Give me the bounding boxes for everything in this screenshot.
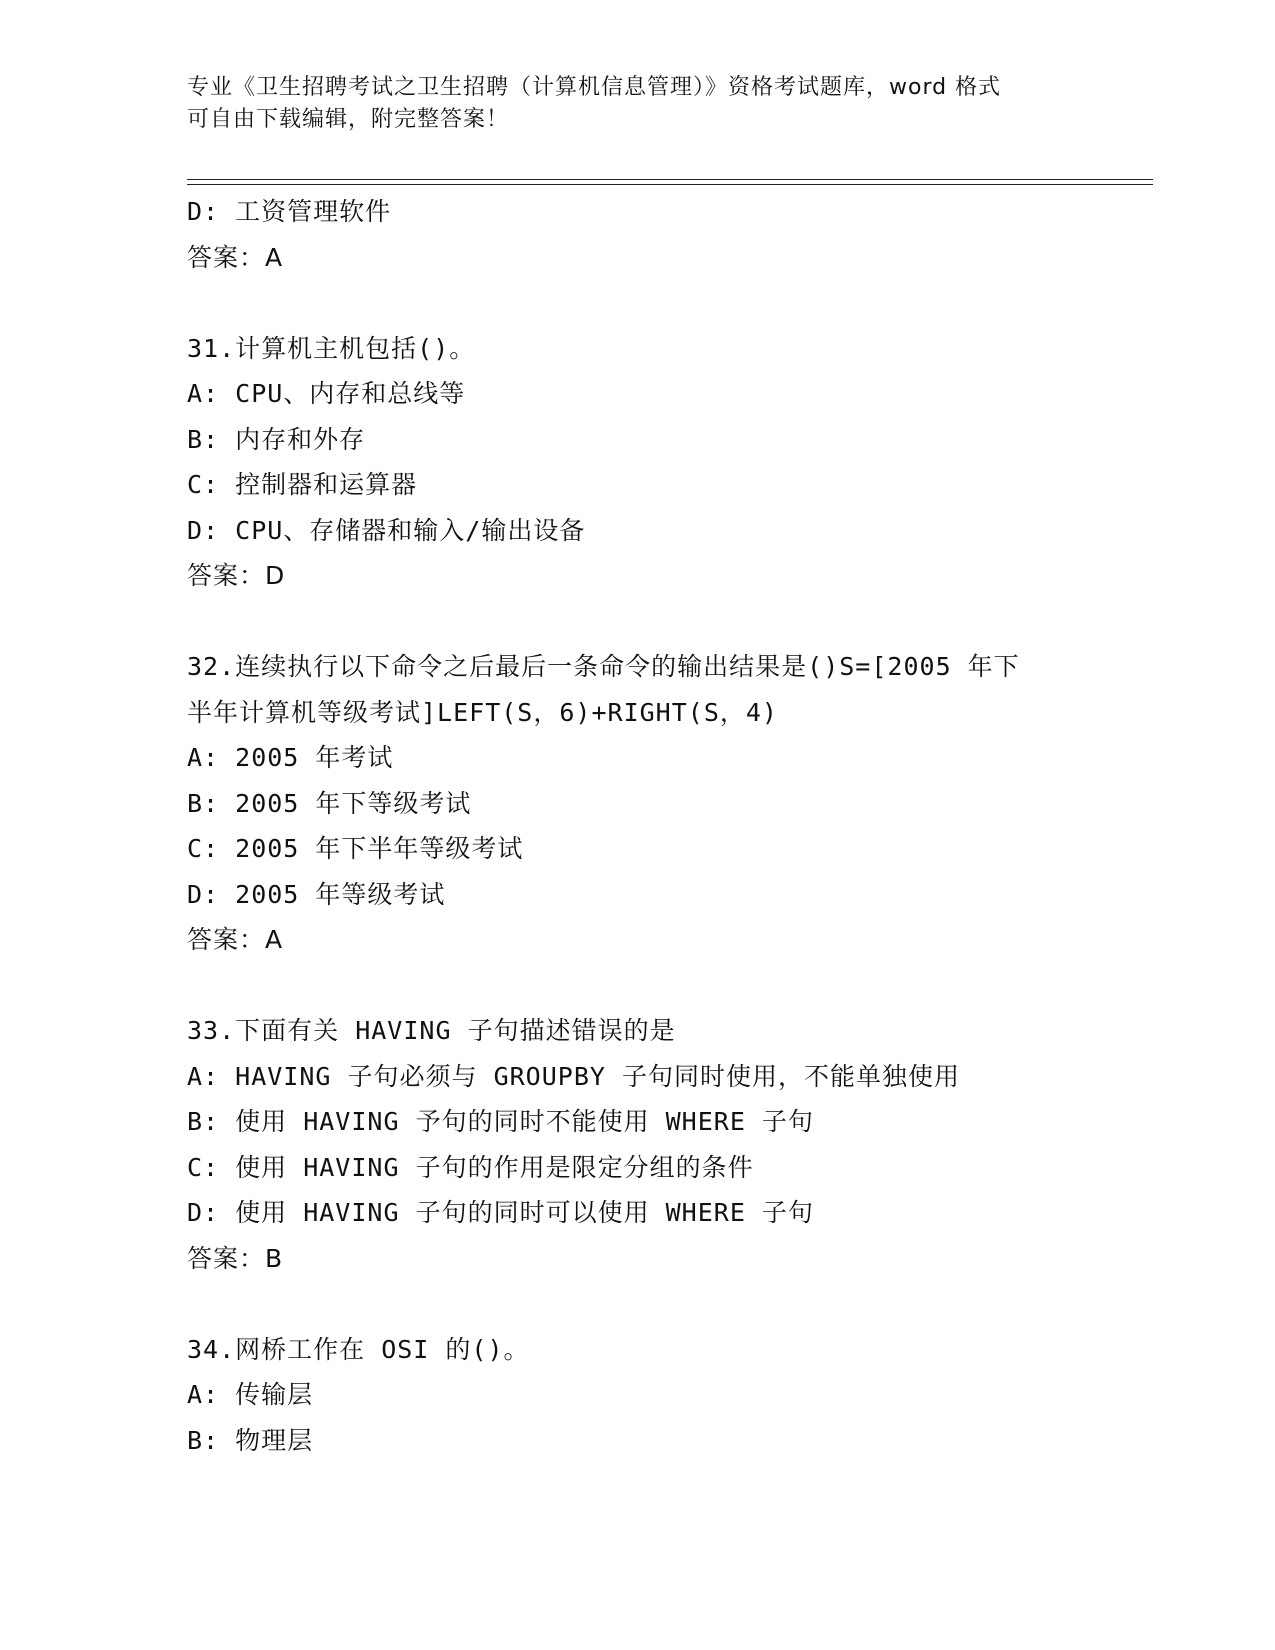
question-stem: 31.计算机主机包括()。: [187, 333, 476, 363]
question-stem: 33.下面有关 HAVING 子句描述错误的是: [187, 1016, 676, 1045]
question-30-option-d: D: 工资管理软件: [187, 197, 392, 226]
option-a: A: HAVING 子句必须与 GROUPBY 子句同时使用，不能单独使用: [187, 1061, 960, 1091]
option-a: A: CPU、内存和总线等: [187, 379, 466, 408]
answer-line: 答案：B: [187, 1243, 284, 1273]
question-stem: 34.网桥工作在 OSI 的()。: [187, 1334, 530, 1364]
header-divider-top: [187, 179, 1153, 180]
question-30-answer: 答案：A: [187, 242, 284, 272]
question-stem-continued: 半年计算机等级考试]LEFT(S，6)+RIGHT(S，4): [187, 697, 778, 727]
option-c: C: 2005 年下半年等级考试: [187, 834, 524, 863]
option-c: C: 控制器和运算器: [187, 470, 418, 499]
question-block: [187, 326, 1147, 599]
header-title-line-2: 可自由下载编辑，附完整答案！: [187, 107, 510, 132]
question-block: [187, 644, 1147, 963]
option-a: A: 传输层: [187, 1380, 314, 1409]
answer-line: 答案：D: [187, 561, 286, 590]
option-c: C: 使用 HAVING 子句的作用是限定分组的条件: [187, 1152, 754, 1182]
option-a: A: 2005 年考试: [187, 743, 394, 772]
option-b: B: 内存和外存: [187, 424, 366, 454]
option-b: B: 使用 HAVING 予句的同时不能使用 WHERE 子句: [187, 1107, 814, 1136]
option-d: D: CPU、存储器和输入/输出设备: [187, 515, 586, 545]
answer-line: 答案：A: [187, 925, 284, 954]
question-content: [187, 189, 1147, 1463]
question-block: [187, 1008, 1147, 1281]
option-d: D: 使用 HAVING 子句的同时可以使用 WHERE 子句: [187, 1198, 814, 1227]
question-stem: 32.连续执行以下命令之后最后一条命令的输出结果是()S=[2005 年下: [187, 652, 1020, 681]
option-b: B: 2005 年下等级考试: [187, 788, 472, 818]
header-divider-bottom: [187, 184, 1153, 185]
document-header: [187, 72, 1087, 136]
question-block: [187, 1327, 1147, 1464]
header-title-line-1: 专业《卫生招聘考试之卫生招聘（计算机信息管理）》资格考试题库，word 格式: [187, 75, 1002, 100]
option-b: B: 物理层: [187, 1425, 314, 1455]
option-d: D: 2005 年等级考试: [187, 879, 446, 909]
